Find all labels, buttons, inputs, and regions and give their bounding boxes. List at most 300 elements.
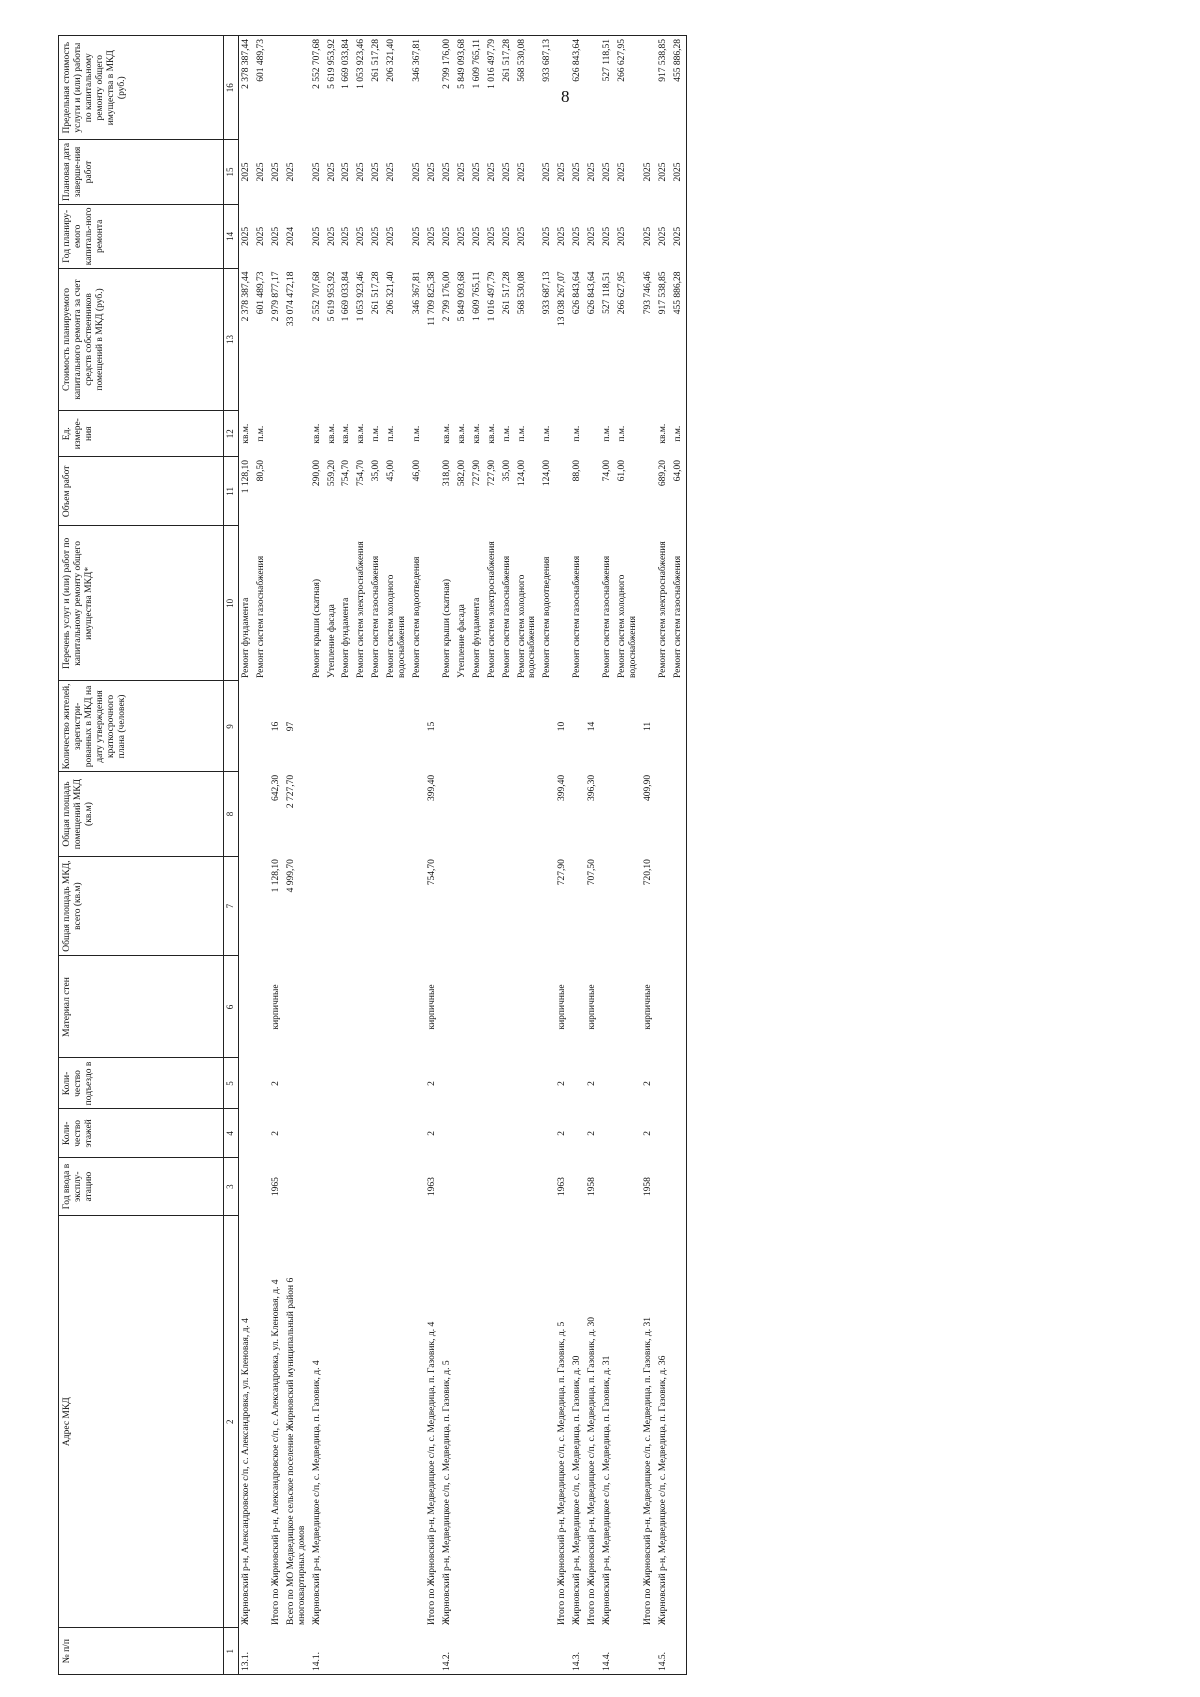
address-cell: [515, 1215, 541, 1628]
row-number-cell: [269, 1628, 284, 1675]
entrances-cell: [254, 1058, 269, 1109]
rotated-table-container: [58, 35, 1172, 1675]
row-number-cell: [284, 1628, 310, 1675]
planned-cost-cell: 1 016 497,79: [486, 271, 497, 322]
max-cost-cell: [585, 36, 600, 140]
row-number-cell: [470, 1628, 485, 1675]
planned-cost-cell: 1 609 765,11: [471, 271, 482, 322]
rotated-page-frame: [58, 35, 1172, 1675]
address-cell: [470, 1215, 485, 1628]
table-row: [239, 36, 254, 1675]
column-number: 9: [224, 681, 239, 772]
planned-cost-cell: 917 538,85: [657, 271, 668, 315]
header-cell: Материал стен: [59, 956, 224, 1058]
residents-cell: [656, 681, 671, 772]
row-number-cell: [339, 1628, 354, 1675]
year-built-cell: [500, 1158, 515, 1216]
planned-cost-cell: 5 619 953,92: [326, 271, 337, 322]
address-cell: [455, 1215, 470, 1628]
completion-date-cell: 2025: [572, 162, 583, 182]
address-cell: Жирновский р-н, Медведицкое с/п, с. Медведица, п. Газовик, д. 5: [441, 1360, 452, 1625]
planned-year-cell: 2025: [356, 226, 367, 246]
floors-cell: [284, 1109, 310, 1158]
entrances-cell: [600, 1058, 615, 1109]
max-cost-cell: 206 321,40: [384, 36, 410, 140]
header-cell: № п/п: [59, 1628, 224, 1675]
max-cost-cell: 2 552 707,68: [310, 36, 325, 140]
planned-year-cell: 2025: [486, 226, 497, 246]
residents-cell: [440, 681, 455, 772]
premises-area-cell: [615, 772, 641, 856]
work-volume-cell: 318,00: [441, 459, 452, 487]
unit-cell: п.м.: [671, 410, 686, 457]
total-area-cell: [254, 856, 269, 956]
premises-area-cell: [600, 772, 615, 856]
wall-material-cell: [515, 956, 541, 1058]
table-row: [369, 36, 384, 1675]
max-cost-cell: [269, 36, 284, 140]
work-type-cell: Ремонт систем газоснабжения: [371, 555, 382, 678]
residents-cell: [600, 681, 615, 772]
completion-date-cell: 2025: [326, 162, 337, 182]
wall-material-cell: [600, 956, 615, 1058]
premises-area-cell: [310, 772, 325, 856]
header-cell: Коли-чество подъездо в: [59, 1058, 224, 1109]
entrances-cell: [500, 1058, 515, 1109]
premises-area-cell: [354, 772, 369, 856]
max-cost-cell: 601 489,73: [254, 36, 269, 140]
work-type-cell: Утепление фасада: [326, 604, 337, 678]
wall-material-cell: [354, 956, 369, 1058]
planned-cost-cell: 346 367,81: [412, 271, 423, 315]
residents-cell: [671, 681, 686, 772]
row-number-cell: 14.1.: [310, 1628, 325, 1675]
column-number: 15: [224, 140, 239, 204]
year-built-cell: [310, 1158, 325, 1216]
planned-year-cell: 2025: [642, 226, 653, 246]
work-type-cell: [641, 526, 656, 681]
planned-cost-cell: 33 074 472,18: [285, 271, 296, 327]
completion-date-cell: 2025: [412, 162, 423, 182]
work-volume-cell: 754,70: [341, 459, 352, 487]
row-number-cell: [671, 1628, 686, 1675]
unit-cell: кв.м.: [486, 423, 497, 444]
wall-material-cell: кирпичные: [557, 984, 568, 1030]
max-cost-cell: [425, 36, 440, 140]
total-area-cell: [354, 856, 369, 956]
row-number-cell: 14.2.: [440, 1628, 455, 1675]
entrances-cell: [671, 1058, 686, 1109]
entrances-cell: [310, 1058, 325, 1109]
unit-cell: п.м.: [371, 425, 382, 442]
entrances-cell: 2: [426, 1081, 437, 1086]
planned-year-cell: 2025: [255, 226, 266, 246]
floors-cell: [310, 1109, 325, 1158]
year-built-cell: [656, 1158, 671, 1216]
work-volume-cell: 80,50: [255, 459, 266, 482]
wall-material-cell: [540, 956, 555, 1058]
completion-date-cell: 2025: [486, 162, 497, 182]
work-volume-cell: 582,00: [456, 459, 467, 487]
work-volume-cell: 727,90: [486, 459, 497, 487]
planned-year-cell: 2025: [311, 226, 322, 246]
year-built-cell: [239, 1158, 254, 1216]
floors-cell: [485, 1109, 500, 1158]
wall-material-cell: [310, 956, 325, 1058]
floors-cell: [656, 1109, 671, 1158]
wall-material-cell: [500, 956, 515, 1058]
work-type-cell: Ремонт систем водоотведения: [542, 556, 553, 678]
planned-cost-cell: 2 799 176,00: [441, 271, 452, 322]
wall-material-cell: [671, 956, 686, 1058]
repair-plan-table: [58, 35, 687, 1675]
work-type-cell: [555, 526, 570, 681]
year-built-cell: [384, 1158, 410, 1216]
completion-date-cell: 2025: [255, 162, 266, 182]
year-built-cell: 1963: [557, 1177, 568, 1197]
wall-material-cell: [656, 956, 671, 1058]
work-volume-cell: 689,20: [657, 459, 668, 487]
work-volume-cell: 559,20: [326, 459, 337, 487]
work-type-cell: Ремонт систем холодного водоснабжения: [616, 574, 638, 678]
total-area-cell: [369, 856, 384, 956]
work-volume-cell: 74,00: [602, 459, 613, 482]
table-row: [600, 36, 615, 1675]
header-cell: Перечень услуг и (или) работ по капитальному ремонту общего имущества МКД*: [59, 526, 224, 681]
planned-cost-cell: 5 849 093,68: [456, 271, 467, 322]
residents-cell: [570, 681, 585, 772]
row-number-cell: 14.3.: [570, 1628, 585, 1675]
header-cell: Адрес МКД: [59, 1215, 224, 1628]
wall-material-cell: [384, 956, 410, 1058]
max-cost-cell: 346 367,81: [410, 36, 425, 140]
work-volume-cell: 46,00: [412, 459, 423, 482]
row-number-cell: [641, 1628, 656, 1675]
floors-cell: 2: [642, 1131, 653, 1136]
residents-cell: 11: [642, 721, 653, 732]
unit-cell: [641, 410, 656, 457]
total-area-cell: [656, 856, 671, 956]
wall-material-cell: [485, 956, 500, 1058]
table-row: [425, 36, 440, 1675]
address-cell: [339, 1215, 354, 1628]
header-cell: Общая площадь МКД, всего (кв.м): [59, 856, 224, 956]
year-built-cell: 1958: [587, 1177, 598, 1197]
max-cost-cell: 1 609 765,11: [470, 36, 485, 140]
floors-cell: [369, 1109, 384, 1158]
column-number: 8: [224, 772, 239, 856]
premises-area-cell: [515, 772, 541, 856]
max-cost-cell: 527 118,51: [600, 36, 615, 140]
total-area-cell: [500, 856, 515, 956]
header-cell: Предельная стоимость услуги и (или) работы по капитальному ремонту общего имущества в МКД (руб.): [59, 36, 224, 140]
residents-cell: [254, 681, 269, 772]
address-cell: Жирновский р-н, Медведицкое с/п, с. Медведица, п. Газовик, д. 31: [602, 1355, 613, 1625]
max-cost-cell: 626 843,64: [570, 36, 585, 140]
work-type-cell: [284, 526, 310, 681]
planned-cost-cell: 2 552 707,68: [311, 271, 322, 322]
max-cost-cell: [284, 36, 310, 140]
floors-cell: [440, 1109, 455, 1158]
completion-date-cell: 2025: [371, 162, 382, 182]
entrances-cell: [485, 1058, 500, 1109]
planned-year-cell: 2025: [657, 226, 668, 246]
row-number-cell: [500, 1628, 515, 1675]
row-number-cell: [354, 1628, 369, 1675]
table-row: [284, 36, 310, 1675]
row-number-cell: [615, 1628, 641, 1675]
completion-date-cell: 2025: [557, 162, 568, 182]
year-built-cell: [600, 1158, 615, 1216]
floors-cell: [339, 1109, 354, 1158]
row-number-cell: 14.5.: [656, 1628, 671, 1675]
year-built-cell: [455, 1158, 470, 1216]
premises-area-cell: [410, 772, 425, 856]
work-volume-cell: 61,00: [616, 459, 627, 482]
planned-year-cell: 2025: [241, 226, 251, 246]
max-cost-cell: 5 619 953,92: [325, 36, 340, 140]
total-area-cell: [384, 856, 410, 956]
unit-cell: кв.м.: [356, 423, 367, 444]
entrances-cell: [284, 1058, 310, 1109]
max-cost-cell: 917 538,85: [656, 36, 671, 140]
header-cell: Год ввода в эксплу-атацию: [59, 1158, 224, 1216]
entrances-cell: [570, 1058, 585, 1109]
entrances-cell: 2: [270, 1081, 281, 1086]
floors-cell: 2: [587, 1131, 598, 1136]
completion-date-cell: 2025: [516, 162, 527, 182]
table-row: [455, 36, 470, 1675]
wall-material-cell: [410, 956, 425, 1058]
residents-cell: [410, 681, 425, 772]
unit-cell: кв.м.: [241, 423, 251, 444]
column-number: 4: [224, 1109, 239, 1158]
row-number-cell: [410, 1628, 425, 1675]
column-number: 12: [224, 410, 239, 457]
wall-material-cell: [325, 956, 340, 1058]
year-built-cell: [540, 1158, 555, 1216]
premises-area-cell: [339, 772, 354, 856]
row-number-cell: [425, 1628, 440, 1675]
column-number: 2: [224, 1215, 239, 1628]
planned-cost-cell: 626 843,64: [572, 271, 583, 315]
address-cell: [615, 1215, 641, 1628]
unit-cell: кв.м.: [657, 423, 668, 444]
entrances-cell: [656, 1058, 671, 1109]
address-cell: Жирновский р-н, Медведицкое с/п, с. Медведица, п. Газовик, д. 30: [572, 1355, 583, 1625]
planned-year-cell: 2025: [542, 226, 553, 246]
residents-cell: [515, 681, 541, 772]
premises-area-cell: [384, 772, 410, 856]
max-cost-cell: 5 849 093,68: [455, 36, 470, 140]
work-volume-cell: 45,00: [386, 459, 397, 482]
year-built-cell: [369, 1158, 384, 1216]
table-body: [239, 36, 687, 1675]
unit-cell: кв.м.: [471, 423, 482, 444]
residents-cell: [500, 681, 515, 772]
header-cell: Общая площадь помещений МКД (кв.м): [59, 772, 224, 856]
completion-date-cell: 2025: [441, 162, 452, 182]
residents-cell: [485, 681, 500, 772]
work-type-cell: Ремонт систем холодного водоснабжения: [516, 574, 538, 678]
completion-date-cell: 2025: [311, 162, 322, 182]
work-volume-cell: 64,00: [671, 457, 686, 526]
wall-material-cell: кирпичные: [642, 984, 653, 1030]
row-number-cell: [369, 1628, 384, 1675]
total-area-cell: [540, 856, 555, 956]
header-cell: Плановая дата заверше-ния работ: [59, 140, 224, 204]
year-built-cell: [339, 1158, 354, 1216]
entrances-cell: 2: [642, 1081, 653, 1086]
entrances-cell: [615, 1058, 641, 1109]
max-cost-cell: 266 627,95: [615, 36, 641, 140]
residents-cell: [339, 681, 354, 772]
year-built-cell: [410, 1158, 425, 1216]
total-area-cell: 707,50: [587, 859, 598, 886]
residents-cell: [310, 681, 325, 772]
completion-date-cell: 2025: [602, 162, 613, 182]
planned-cost-cell: 11 709 825,38: [426, 271, 437, 326]
max-cost-cell: 261 517,28: [369, 36, 384, 140]
floors-cell: [600, 1109, 615, 1158]
unit-cell: [585, 410, 600, 457]
floors-cell: 2: [426, 1131, 437, 1136]
header-cell: Ед. измере-ния: [59, 410, 224, 457]
unit-cell: п.м.: [542, 425, 553, 442]
work-volume-cell: [425, 457, 440, 526]
work-type-cell: Ремонт крыши (скатная): [311, 578, 322, 678]
address-cell: [485, 1215, 500, 1628]
address-cell: Жирновский р-н, Медведицкое с/п, с. Медведица, п. Газовик, д. 36: [657, 1355, 668, 1625]
unit-cell: кв.м.: [326, 423, 337, 444]
planned-cost-cell: 793 746,46: [642, 271, 653, 315]
total-area-cell: [470, 856, 485, 956]
residents-cell: 97: [285, 721, 296, 732]
work-type-cell: Ремонт систем электроснабжения: [486, 541, 497, 678]
work-type-cell: Ремонт систем газоснабжения: [501, 555, 512, 678]
total-area-cell: 1 128,10: [270, 859, 281, 893]
planned-cost-cell: 266 627,95: [616, 271, 627, 315]
work-type-cell: [585, 526, 600, 681]
unit-cell: п.м.: [616, 425, 627, 442]
row-number-cell: [540, 1628, 555, 1675]
total-area-cell: [455, 856, 470, 956]
year-built-cell: [354, 1158, 369, 1216]
total-area-cell: [485, 856, 500, 956]
completion-date-cell: 2025: [671, 140, 686, 204]
work-type-cell: Ремонт фундамента: [471, 597, 482, 678]
premises-area-cell: 642,30: [270, 774, 281, 802]
max-cost-cell: 2 799 176,00: [440, 36, 455, 140]
total-area-cell: 4 999,70: [285, 859, 296, 893]
premises-area-cell: 409,90: [642, 774, 653, 802]
work-volume-cell: [641, 457, 656, 526]
year-built-cell: [254, 1158, 269, 1216]
table-row: [384, 36, 410, 1675]
premises-area-cell: [485, 772, 500, 856]
wall-material-cell: кирпичные: [587, 984, 598, 1030]
total-area-cell: [325, 856, 340, 956]
planned-cost-cell: 261 517,28: [501, 271, 512, 315]
entrances-cell: [470, 1058, 485, 1109]
planned-year-cell: 2025: [616, 226, 627, 246]
work-type-cell: Ремонт систем электроснабжения: [356, 541, 367, 678]
table-row: [641, 36, 656, 1675]
premises-area-cell: [470, 772, 485, 856]
max-cost-cell: 933 687,13: [540, 36, 555, 140]
floors-cell: [354, 1109, 369, 1158]
planned-cost-cell: 933 687,13: [542, 271, 553, 315]
floors-cell: [671, 1109, 686, 1158]
wall-material-cell: [570, 956, 585, 1058]
work-type-cell: Утепление фасада: [456, 604, 467, 678]
premises-area-cell: [455, 772, 470, 856]
entrances-cell: [384, 1058, 410, 1109]
planned-cost-cell: 2 378 387,44: [241, 271, 251, 322]
column-number-row: [224, 36, 239, 1675]
work-type-cell: [425, 526, 440, 681]
year-built-cell: [671, 1158, 686, 1216]
total-area-cell: [410, 856, 425, 956]
planned-cost-cell: 568 530,08: [516, 271, 527, 315]
unit-cell: [425, 410, 440, 457]
table-row: [656, 36, 671, 1675]
row-number-cell: [384, 1628, 410, 1675]
unit-cell: кв.м.: [441, 423, 452, 444]
floors-cell: [254, 1109, 269, 1158]
unit-cell: п.м.: [386, 425, 397, 442]
floors-cell: [239, 1109, 254, 1158]
max-cost-cell: 1 053 923,46: [354, 36, 369, 140]
entrances-cell: [325, 1058, 340, 1109]
completion-date-cell: 2025: [341, 162, 352, 182]
wall-material-cell: [254, 956, 269, 1058]
total-area-cell: [339, 856, 354, 956]
year-built-cell: 1958: [642, 1177, 653, 1197]
floors-cell: [410, 1109, 425, 1158]
wall-material-cell: [455, 956, 470, 1058]
completion-date-cell: 2025: [657, 162, 668, 182]
work-volume-cell: 727,90: [471, 459, 482, 487]
completion-date-cell: 2025: [587, 162, 598, 182]
premises-area-cell: [540, 772, 555, 856]
table-row: [570, 36, 585, 1675]
wall-material-cell: [239, 956, 254, 1058]
table-row: [354, 36, 369, 1675]
address-cell: [540, 1215, 555, 1628]
page-number: 8: [561, 87, 570, 106]
table-row: [515, 36, 541, 1675]
total-area-cell: [239, 856, 254, 956]
address-cell: [671, 1215, 686, 1628]
premises-area-cell: [671, 772, 686, 856]
header-cell: Год планиру-емого капиталь-ного ремонта: [59, 204, 224, 268]
residents-cell: [540, 681, 555, 772]
floors-cell: [500, 1109, 515, 1158]
row-number-cell: 13.1.: [239, 1628, 254, 1675]
work-volume-cell: 1 128,10: [241, 459, 251, 494]
completion-date-cell: 2025: [285, 162, 296, 182]
residents-cell: 16: [270, 721, 281, 732]
premises-area-cell: [656, 772, 671, 856]
row-number-cell: [515, 1628, 541, 1675]
max-cost-cell: [641, 36, 656, 140]
column-number: 3: [224, 1158, 239, 1216]
planned-cost-cell: 2 979 877,17: [270, 271, 281, 322]
table-row: [615, 36, 641, 1675]
table-row: [500, 36, 515, 1675]
work-type-cell: Ремонт систем газоснабжения: [572, 555, 583, 678]
